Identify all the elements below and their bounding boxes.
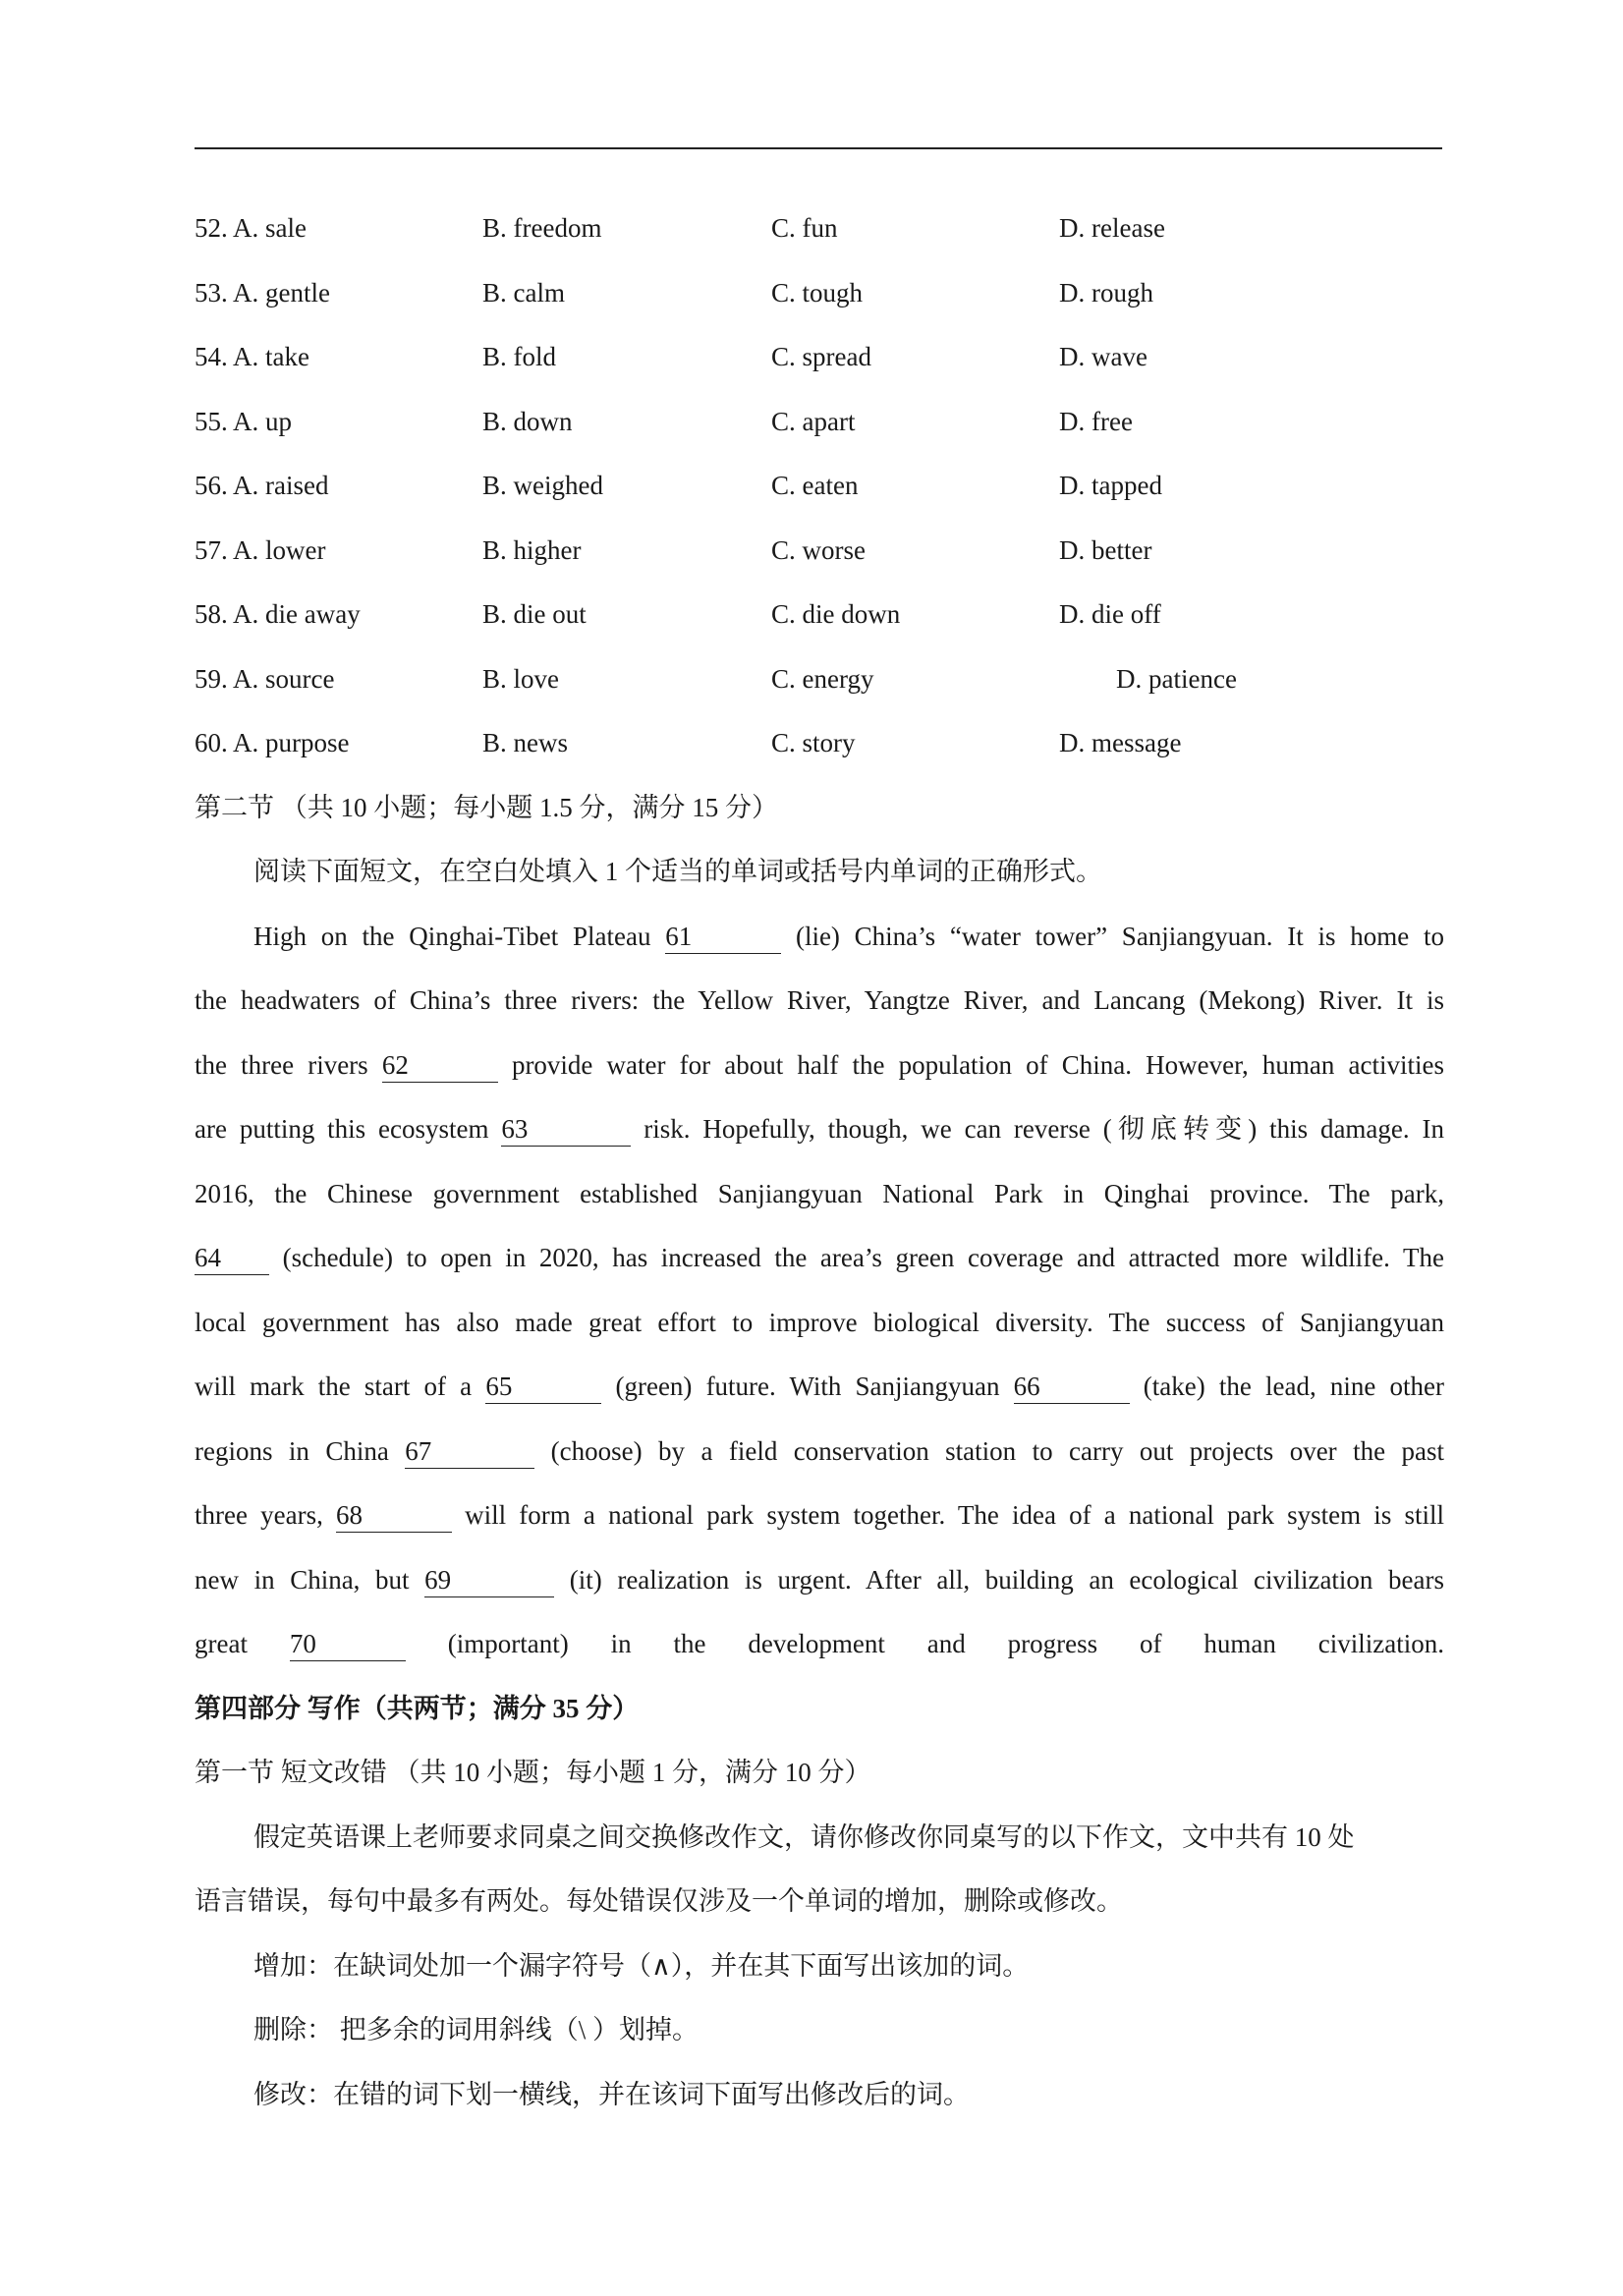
passage-text: new in China, but	[195, 1564, 425, 1595]
question-row	[195, 269, 1444, 334]
question-row	[195, 719, 1444, 784]
passage-text: regions in China	[195, 1435, 406, 1466]
part4-heading: 第四部分 写作（共两节；满分 35 分）	[195, 1693, 640, 1723]
question-row	[195, 333, 1444, 398]
option-c: C. eaten	[771, 471, 859, 500]
option-a	[195, 527, 326, 574]
option-a	[195, 333, 309, 380]
option-a	[195, 462, 328, 509]
option-d: D. message	[1059, 728, 1182, 757]
option-a-text: A. gentle	[233, 277, 330, 308]
option-a	[195, 398, 292, 445]
section2-instruction: 阅读下面短文，在空白处填入 1 个适当的单词或括号内单词的正确形式。	[253, 857, 1102, 886]
passage-line	[195, 1491, 1444, 1556]
passage-text: (it) realization is urgent. After all, building an ecological civilization bears	[554, 1564, 1444, 1595]
cloze-passage	[195, 913, 1444, 1685]
passage-line	[195, 1428, 1444, 1492]
option-b: B. love	[482, 663, 559, 694]
question-row	[195, 204, 1444, 269]
question-number: 60.	[195, 728, 228, 757]
question-number: 57.	[195, 534, 228, 565]
rule-delete: 删除： 把多余的词用斜线（\ ）划掉。	[253, 2015, 700, 2044]
passage-text: (lie) China’s “water tower” Sanjiangyuan. It is home to	[781, 921, 1444, 951]
option-a-text: A. raised	[233, 471, 329, 500]
question-row	[195, 527, 1444, 591]
passage-text: are putting this ecosystem	[195, 1114, 502, 1144]
answer-blank[interactable]: 62	[382, 1048, 498, 1083]
page-content	[195, 204, 1444, 2135]
part4-subheading: 第一节 短文改错 （共 10 小题；每小题 1 分，满分 10 分）	[195, 1758, 871, 1787]
passage-line	[195, 1363, 1444, 1428]
answer-blank[interactable]: 64	[195, 1241, 269, 1275]
answer-blank[interactable]: 63	[501, 1112, 631, 1147]
question-number: 59.	[195, 663, 228, 694]
option-a-text: A. source	[233, 663, 335, 694]
passage-line	[195, 1234, 1444, 1299]
option-a	[195, 269, 330, 316]
answer-blank[interactable]: 65	[485, 1370, 601, 1404]
option-d: D. wave	[1059, 342, 1147, 371]
passage-text: (schedule) to open in 2020, has increased the area’s green coverage and attracted more wildlife. The	[269, 1243, 1444, 1272]
option-b: B. news	[482, 728, 568, 757]
option-a-text: A. die away	[233, 599, 361, 629]
question-number: 53.	[195, 277, 228, 308]
option-b: B. freedom	[482, 213, 602, 243]
question-row	[195, 462, 1444, 527]
passage-line	[195, 1556, 1444, 1621]
passage-line	[195, 1041, 1444, 1106]
passage-line	[195, 1105, 1444, 1170]
passage-text: will mark the start of a	[195, 1372, 486, 1401]
option-b: B. higher	[482, 534, 582, 565]
question-number: 52.	[195, 213, 228, 243]
part4-instruction-line2: 语言错误，每句中最多有两处。每处错误仅涉及一个单词的增加，删除或修改。	[195, 1886, 1123, 1916]
passage-text: (green) future. With Sanjiangyuan	[601, 1372, 1014, 1401]
passage-line: 2016, the Chinese government established Sanjiangyuan National Park in Qinghai province. The park,	[195, 1178, 1444, 1208]
question-row	[195, 590, 1444, 655]
answer-blank[interactable]: 66	[1014, 1370, 1130, 1404]
answer-blank[interactable]: 70	[290, 1627, 406, 1661]
passage-text: (important) in the development and progress of human civilization.	[405, 1629, 1444, 1658]
answer-blank[interactable]: 68	[336, 1498, 452, 1533]
option-d: D. free	[1059, 406, 1133, 436]
option-c: C. fun	[771, 213, 838, 243]
passage-text: (take) the lead, nine other	[1129, 1372, 1444, 1401]
option-c: C. worse	[771, 534, 866, 565]
option-b: B. calm	[482, 277, 565, 308]
option-d: D. patience	[1116, 663, 1237, 694]
question-number: 58.	[195, 599, 228, 629]
passage-text: will form a national park system together. The idea of a national park system is still	[451, 1500, 1444, 1530]
passage-text: the three rivers	[195, 1049, 382, 1080]
option-a-text: A. purpose	[233, 728, 350, 757]
rule-modify: 修改：在错的词下划一横线，并在该词下面写出修改后的词。	[253, 2079, 970, 2109]
passage-text: great	[195, 1629, 290, 1658]
option-c: C. spread	[771, 342, 871, 371]
option-d: D. rough	[1059, 277, 1153, 308]
option-d: D. tapped	[1059, 471, 1162, 500]
option-c: C. tough	[771, 277, 864, 308]
passage-text: (choose) by a field conservation station to carry out projects over the past	[534, 1435, 1444, 1466]
option-d: D. die off	[1059, 599, 1161, 629]
option-a	[195, 590, 361, 638]
question-number: 54.	[195, 342, 228, 371]
passage-text: three years,	[195, 1500, 336, 1530]
option-b: B. weighed	[482, 471, 603, 500]
option-a	[195, 719, 350, 766]
option-b: B. down	[482, 406, 573, 436]
option-c: C. die down	[771, 599, 901, 629]
option-c: C. apart	[771, 406, 856, 436]
passage-line: the headwaters of China’s three rivers: the Yellow River, Yangtze River, and Lancang (Mekong) River. It is	[195, 985, 1444, 1015]
option-a	[195, 204, 307, 252]
question-row	[195, 398, 1444, 463]
passage-text: High on the Qinghai-Tibet Plateau	[253, 921, 666, 951]
option-c: C. story	[771, 728, 856, 757]
answer-blank[interactable]: 69	[424, 1563, 554, 1597]
question-number: 55.	[195, 406, 228, 436]
option-a-text: A. sale	[233, 213, 307, 243]
question-row	[195, 655, 1444, 720]
option-c: C. energy	[771, 663, 874, 694]
section2-heading: 第二节 （共 10 小题；每小题 1.5 分，满分 15 分）	[195, 792, 778, 822]
options-list	[195, 204, 1444, 784]
passage-text: risk. Hopefully, though, we can reverse (彻底转变) this damage. In	[631, 1114, 1444, 1144]
answer-blank[interactable]: 61	[665, 920, 781, 954]
passage-line	[195, 913, 1444, 978]
option-a	[195, 655, 334, 702]
passage-text: provide water for about half the population of China. However, human activities	[497, 1049, 1445, 1080]
question-number: 56.	[195, 471, 228, 500]
passage-line	[195, 1620, 1444, 1685]
option-b: B. fold	[482, 342, 557, 371]
passage-line: local government has also made great effort to improve biological diversity. The success of Sanjiangyuan	[195, 1307, 1444, 1337]
answer-blank[interactable]: 67	[405, 1434, 534, 1469]
rule-add: 增加：在缺词处加一个漏字符号（∧），并在其下面写出该加的词。	[253, 1950, 1030, 1981]
option-a-text: A. take	[233, 342, 309, 371]
option-d: D. release	[1059, 213, 1165, 243]
option-a-text: A. lower	[233, 534, 326, 565]
option-a-text: A. up	[233, 406, 293, 436]
header-rule	[195, 147, 1442, 149]
option-b: B. die out	[482, 599, 587, 629]
part4-instruction-line1: 假定英语课上老师要求同桌之间交换修改作文，请你修改你同桌写的以下作文，文中共有 10 处	[253, 1821, 1355, 1852]
option-d: D. better	[1059, 534, 1152, 565]
